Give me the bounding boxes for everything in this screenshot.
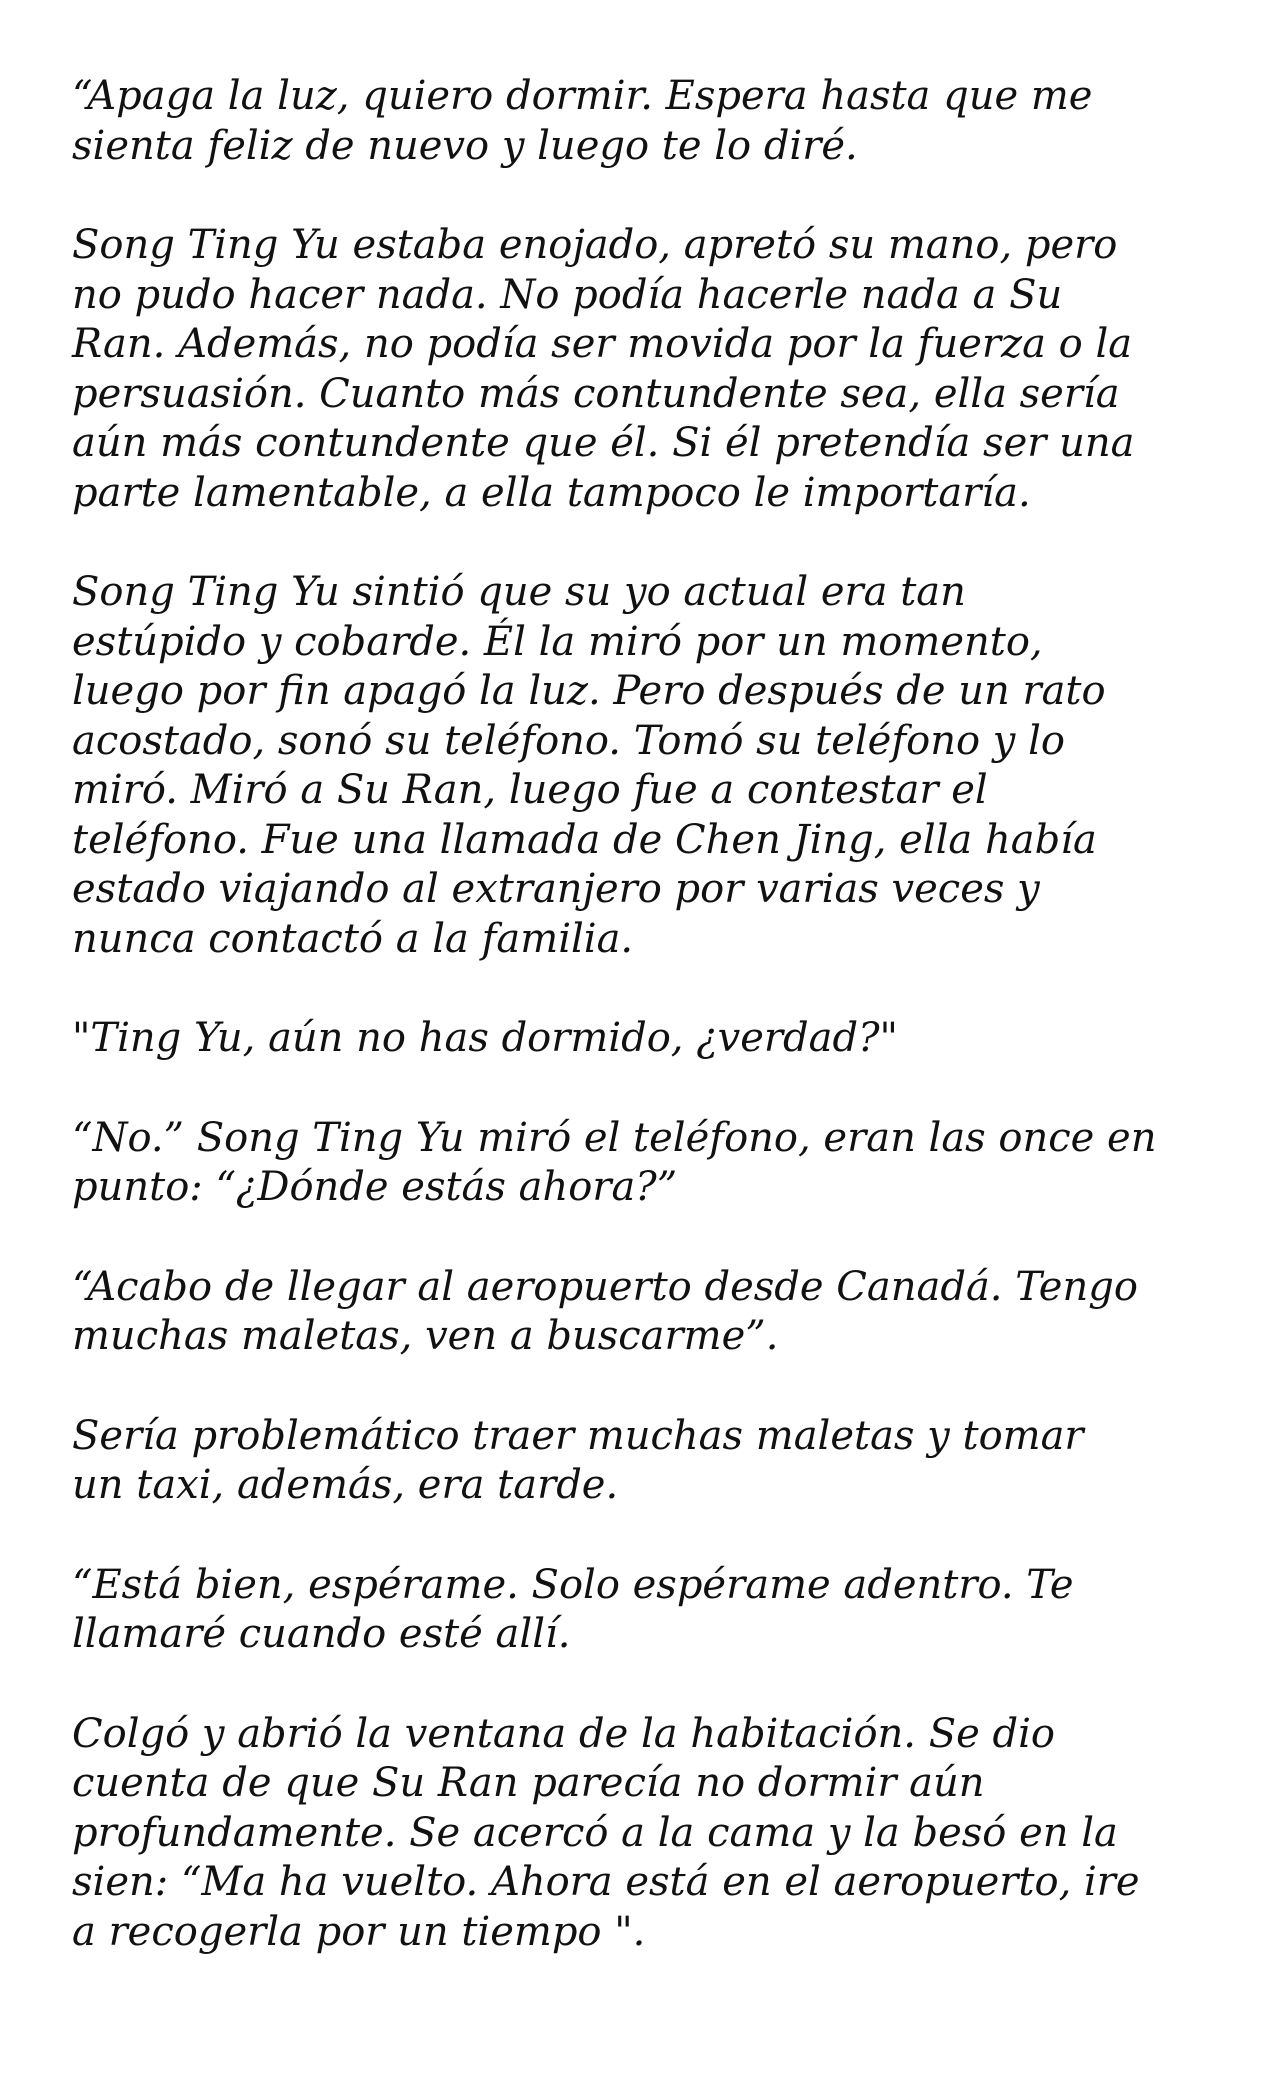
paragraph-1 [72,72,1212,171]
paragraph-7 [72,1412,1212,1511]
text-line: muchas maletas, ven a buscarme”. [72,1313,779,1359]
text-line: “Está bien, espérame. Solo espérame adentro. Te [72,1561,1074,1608]
text-line: aún más contundente que él. Si él pretendía ser una [72,420,1135,466]
text-line: "Ting Yu, aún no has dormido, ¿verdad?" [72,1015,898,1061]
paragraph-3 [72,568,1212,964]
document-page [72,72,1212,2007]
paragraph-4 [72,1014,1212,1064]
text-line: llamaré cuando esté allí. [72,1611,571,1657]
text-line: persuasión. Cuanto más contundente sea, ella sería [72,370,1120,417]
text-line: nunca contactó a la familia. [72,915,634,962]
text-line: no pudo hacer nada. No podía hacerle nada a Su [72,271,1063,318]
text-line: Song Ting Yu estaba enojado, apretó su mano, pero [72,222,1118,268]
text-line: Ran. Además, no podía ser movida por la fuerza o la [72,321,1133,367]
text-line: miró. Miró a Su Ran, luego fue a contestar el [72,767,988,813]
text-line: punto: “¿Dónde estás ahora?” [72,1164,678,1210]
text-line: Sería problemático traer muchas maletas y tomar [72,1412,1084,1459]
text-line: teléfono. Fue una llamada de Chen Jing, ella había [72,816,1097,863]
paragraph-8 [72,1561,1212,1660]
text-line: “No.” Song Ting Yu miró el teléfono, eran las once en [72,1114,1157,1161]
text-line: sienta feliz de nuevo y luego te lo diré. [72,122,858,169]
paragraph-2 [72,221,1212,518]
text-line: parte lamentable, a ella tampoco le importaría. [72,469,1031,516]
text-line: a recogerla por un tiempo ". [72,1908,646,1955]
paragraph-9 [72,1710,1212,1958]
text-line: sien: “Ma ha vuelto. Ahora está en el aeropuerto, ire [72,1859,1140,1905]
text-line: “Apaga la luz, quiero dormir. Espera hasta que me [72,73,1093,119]
text-line: Colgó y abrió la ventana de la habitación. Se dio [72,1710,1056,1757]
text-line: cuenta de que Su Ran parecía no dormir aún [72,1760,985,1806]
text-line: profundamente. Se acercó a la cama y la besó en la [72,1809,1118,1856]
text-line: “Acabo de llegar al aeropuerto desde Canadá. Tengo [72,1263,1138,1310]
paragraph-5 [72,1114,1212,1213]
paragraph-6 [72,1263,1212,1362]
text-line: luego por fin apagó la luz. Pero después de un rato [72,668,1106,714]
text-line: estado viajando al extranjero por varias veces y [72,866,1040,912]
text-line: estúpido y cobarde. Él la miró por un momento, [72,618,1043,665]
text-line: un taxi, además, era tarde. [72,1462,619,1508]
text-line: acostado, sonó su teléfono. Tomó su teléfono y lo [72,717,1065,764]
text-line: Song Ting Yu sintió que su yo actual era tan [72,569,966,615]
